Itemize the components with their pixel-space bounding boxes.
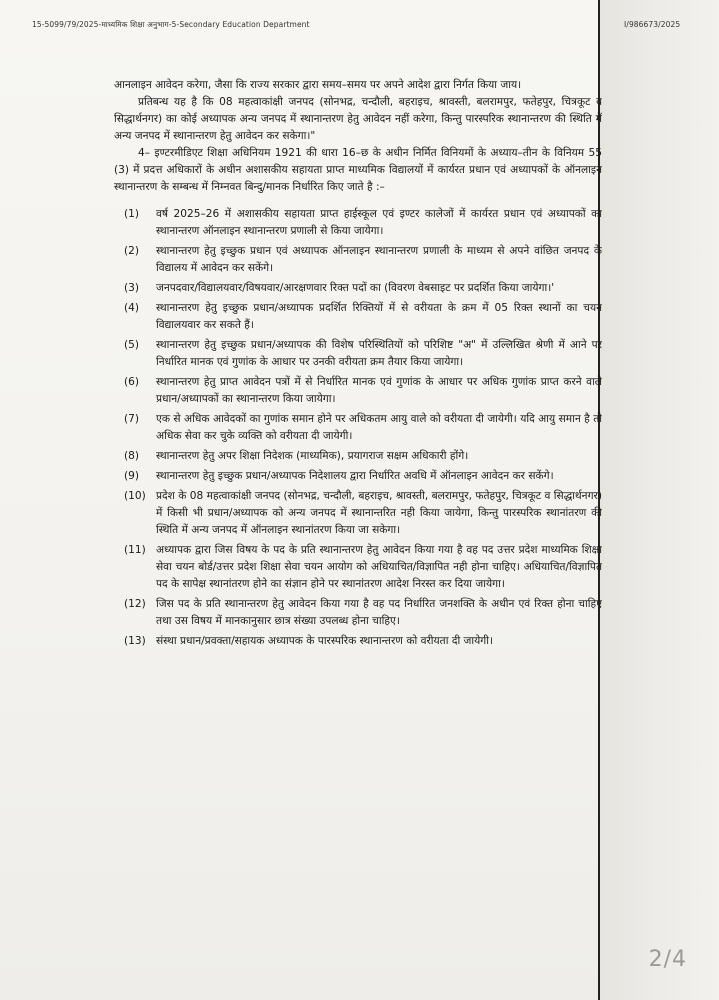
list-item-number: (2) — [124, 245, 140, 257]
list-item — [124, 596, 602, 630]
list-item — [124, 300, 602, 334]
header-receipt-number: I/986673/2025 — [624, 20, 681, 29]
list-item — [124, 280, 602, 297]
document-body — [114, 77, 602, 653]
list-item-number: (11) — [124, 544, 146, 556]
list-item — [124, 411, 602, 445]
list-item-text: जनपदवार/विद्यालयवार/विषयवार/आरक्षणवार रिक्त पदों का (विवरण वेबसाइट पर प्रदर्शित किया जायेगा।' — [156, 282, 555, 294]
paragraph-section-4: 4– इण्टरमीडिएट शिक्षा अधिनियम 1921 की धारा 16–छ के अधीन निर्मित विनियमों के अध्याय–तीन के विनियम 55 (3) में प्रदत्त अधिकारों के अधीन अशासकीय सहायता प्राप्त माध्यमिक विद्यालयों में कार्यरत प्रधान एवं अध्यापकों के ऑनलाइन स्थानान्तरण के सम्बन्ध में निम्नवत बिन्दु/मानक निर्धारित किए जाते है :– — [114, 147, 602, 193]
list-item — [124, 633, 602, 650]
list-item — [124, 468, 602, 485]
criteria-list — [114, 206, 602, 650]
list-item-number: (9) — [124, 470, 140, 482]
list-item-number: (12) — [124, 598, 146, 610]
header-file-number: 15-5099/79/2025-माध्यमिक शिक्षा अनुभाग-5-Secondary Education Department — [32, 20, 310, 29]
paragraph-proviso: प्रतिबन्ध यह है कि 08 महत्वाकांक्षी जनपद (सोनभद्र, चन्दौली, बहराइच, श्रावस्ती, बलरामपुर, फतेहपुर, चित्रकूट व सिद्धार्थनगर) का कोई अध्यापक अन्य जनपद में स्थानान्तरण हेतु आवेदन नहीं करेगा, किन्तु पारस्परिक स्थानान्तरण की स्थिति में अन्य जनपद में स्थानान्तरण हेतु आवेदन कर सकेगा।" — [114, 96, 602, 142]
list-item-text: स्थानान्तरण हेतु अपर शिक्षा निदेशक (माध्यमिक), प्रयागराज सक्षम अधिकारी होंगे। — [156, 450, 469, 462]
list-item-text: प्रदेश के 08 महत्वाकांक्षी जनपद (सोनभद्र, चन्दौली, बहराइच, श्रावस्ती, बलरामपुर, फतेहपुर, चित्रकूट व सिद्धार्थनगर) में किसी भी प्रधान/अध्यापक को अन्य जनपद में स्थानान्तरित नही किया जायेगा, किन्तु पारस्परिक स्थानांतरण की स्थिति में अन्य जनपद में ऑनलाइन स्थानांतरण किया जा सकेगा। — [156, 490, 602, 536]
list-item-number: (7) — [124, 413, 140, 425]
list-item-text: स्थानान्तरण हेतु इच्छुक प्रधान/अध्यापक प्रदर्शित रिक्तियों में से वरीयता के क्रम में 05 रिक्त स्थानों का चयन विद्यालयवार कर सकते हैं। — [156, 302, 602, 331]
list-item-number: (4) — [124, 302, 140, 314]
list-item — [124, 488, 602, 539]
list-item — [124, 206, 602, 240]
page-indicator: 2/4 — [648, 947, 687, 972]
list-item-text: स्थानान्तरण हेतु इच्छुक प्रधान एवं अध्यापक ऑनलाइन स्थानान्तरण प्रणाली के माध्यम से अपने वांछित जनपद के विद्यालय में आवेदन कर सकेंगे। — [156, 245, 602, 274]
list-item-text: एक से अधिक आवेदकों का गुणांक समान होने पर अधिकतम आयु वाले को वरीयता दी जायेगी। यदि आयु समान है तो अधिक सेवा कर चुके व्यक्ति को वरीयता दी जायेगी। — [156, 413, 602, 442]
list-item-number: (8) — [124, 450, 140, 462]
list-item-text: जिस पद के प्रति स्थानान्तरण हेतु आवेदन किया गया है वह पद निर्धारित जनशक्ति के अधीन एवं रिक्त होना चाहिए तथा उस विषय में मानकानुसार छात्र संख्या उपलब्ध होना चाहिए। — [156, 598, 602, 627]
list-item — [124, 374, 602, 408]
list-item-text: संस्था प्रधान/प्रवक्ता/सहायक अध्यापक के पारस्परिक स्थानान्तरण को वरीयता दी जायेगी। — [156, 635, 494, 647]
list-item-number: (3) — [124, 282, 140, 294]
list-item — [124, 337, 602, 371]
list-item-text: स्थानान्तरण हेतु प्राप्त आवेदन पत्रों में से निर्धारित मानक एवं गुणांक के आधार पर अधिक गुणांक प्राप्त करने वाले प्रधान/अध्यापकों का स्थानान्तरण किया जायेगा। — [156, 376, 602, 405]
list-item-text: वर्ष 2025–26 में अशासकीय सहायता प्राप्त हाईस्कूल एवं इण्टर कालेजों में कार्यरत प्रधान एवं अध्यापकों का स्थानान्तरण ऑनलाइन स्थानान्तरण प्रणाली से किया जायेगा। — [156, 208, 602, 237]
list-item-text: अध्यापक द्वारा जिस विषय के पद के प्रति स्थानान्तरण हेतु आवेदन किया गया है वह पद उत्तर प्रदेश माध्यमिक शिक्षा सेवा चयन बोर्ड/उत्तर प्रदेश शिक्षा सेवा चयन आयोग को अधियाचित/विज्ञापित नही होना चाहिए। अधियाचित/विज्ञापित पद के सापेक्ष स्थानांतरण होने का संज्ञान होने पर स्थानांतरण आदेश निरस्त कर दिया जायेगा। — [156, 544, 602, 590]
list-item-text: स्थानान्तरण हेतु इच्छुक प्रधान/अध्यापक की विशेष परिस्थितियों को परिशिष्ट "अ" में उल्लिखित श्रेणी में आने पर निर्धारित मानक एवं गुणांक के आधार पर उनकी वरीयता क्रम तैयार किया जायेगा। — [156, 339, 602, 368]
list-item — [124, 542, 602, 593]
list-item-number: (1) — [124, 208, 140, 220]
page-edge-shadow — [600, 0, 719, 1000]
list-item-number: (5) — [124, 339, 140, 351]
paragraph-continuation: आनलाइन आवेदन करेगा, जैसा कि राज्य सरकार द्वारा समय–समय पर अपने आदेश द्वारा निर्गत किया जाय। — [114, 79, 522, 91]
list-item-number: (6) — [124, 376, 140, 388]
list-item-text: स्थानान्तरण हेतु इच्छुक प्रधान/अध्यापक निदेशालय द्वारा निर्धारित अवधि में ऑनलाइन आवेदन कर सकेंगे। — [156, 470, 554, 482]
list-item — [124, 448, 602, 465]
list-item — [124, 243, 602, 277]
list-item-number: (13) — [124, 635, 146, 647]
list-item-number: (10) — [124, 490, 146, 502]
